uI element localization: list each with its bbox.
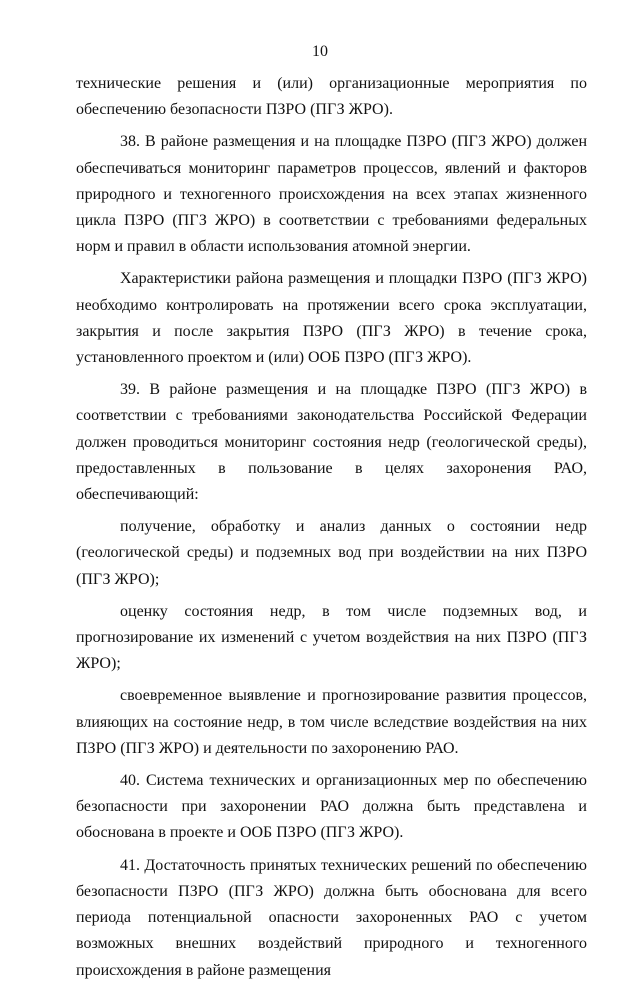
page-number: 10 (312, 43, 328, 60)
paragraph-item-39: 39. В районе размещения и на площадке ПЗРО (ПГЗ ЖРО) в соответствии с требованиями законодательства Российской Федерации должен проводиться мониторинг состояния недр (геологической среды), предоставленных в пользование в целях захоронения РАО, обеспечивающий: (76, 381, 587, 504)
paragraph-item-38: 38. В районе размещения и на площадке ПЗРО (ПГЗ ЖРО) должен обеспечиваться мониторинг параметров процессов, явлений и факторов природного и техногенного происхождения на всех этапах жизненного цикла ПЗРО (ПГЗ ЖРО) в соответствии с требованиями федеральных норм и правил в области использования атомной энергии. (76, 133, 587, 256)
list-item-data-processing: получение, обработку и анализ данных о состоянии недр (геологической среды) и подземных вод при воздействии на них ПЗРО (ПГЗ ЖРО); (76, 518, 587, 588)
document-body (76, 71, 587, 984)
paragraph-site-characteristics: Характеристики района размещения и площадки ПЗРО (ПГЗ ЖРО) необходимо контролировать на протяжении всего срока эксплуатации, закрытия и после закрытия ПЗРО (ПГЗ ЖРО) в течение срока, установленного проектом и (или) ООБ ПЗРО (ПГЗ ЖРО). (76, 270, 587, 367)
paragraph-item-41: 41. Достаточность принятых технических решений по обеспечению безопасности ПЗРО (ПГЗ ЖРО) должна быть обоснована для всего периода потенциальной опасности захороненных РАО с учетом возможных внешних воздействий природного и техногенного происхождения в районе размещения (76, 856, 587, 979)
paragraph-item-40: 40. Система технических и организационных мер по обеспечению безопасности при захоронении РАО должна быть представлена и обоснована в проекте и ООБ ПЗРО (ПГЗ ЖРО). (76, 772, 587, 842)
paragraph-continuation: технические решения и (или) организационные мероприятия по обеспечению безопасности ПЗРО (ПГЗ ЖРО). (76, 75, 587, 119)
list-item-timely-detection: своевременное выявление и прогнозирование развития процессов, влияющих на состояние недр, в том числе вследствие воздействия на них ПЗРО (ПГЗ ЖРО) и деятельности по захоронению РАО. (76, 687, 587, 757)
list-item-state-assessment: оценку состояния недр, в том числе подземных вод, и прогнозирование их изменений с учетом воздействия на них ПЗРО (ПГЗ ЖРО); (76, 602, 587, 673)
